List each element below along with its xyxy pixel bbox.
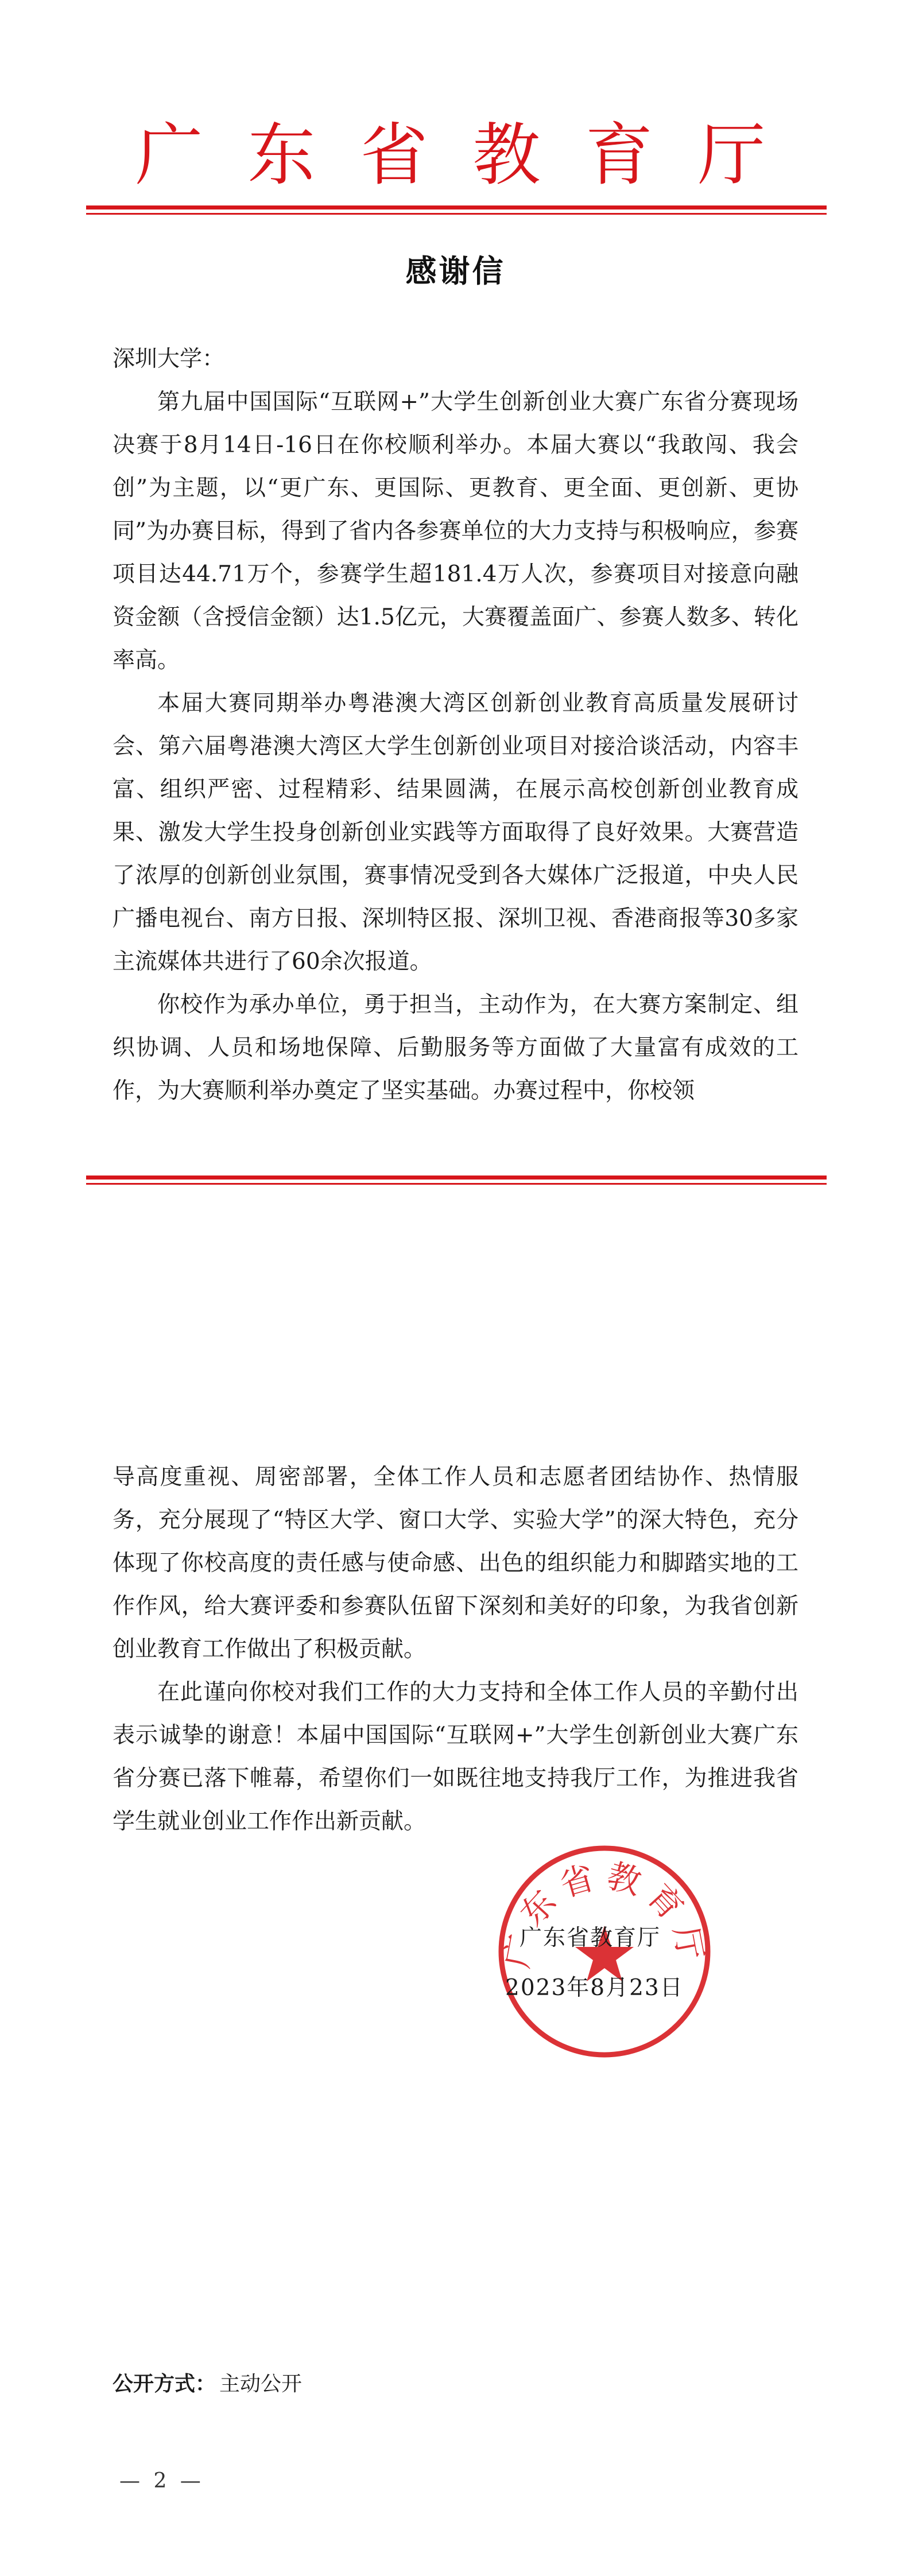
signature-date: 2023年8月23日 [505,1975,684,2001]
body-part-2 [113,1456,798,1843]
disclosure-line [113,2368,302,2397]
letterhead-rule-thick [86,205,827,210]
paragraph-3: 你校作为承办单位，勇于担当，主动作为，在大赛方案制定、组织协调、人员和场地保障、后勤服务等方面做了大量富有成效的工作，为大赛顺利举办奠定了坚实基础。办赛过程中，你校领 [113,992,798,1104]
page-break-rule-thick [86,1176,827,1180]
paragraph-2: 本届大赛同期举办粤港澳大湾区创新创业教育高质量发展研讨会、第六届粤港澳大湾区大学生创新创业项目对接洽谈活动，内容丰富、组织严密、过程精彩、结果圆满，在展示高校创新创业教育成果、激发大学生投身创新创业实践等方面取得了良好效果。大赛营造了浓厚的创新创业氛围，赛事情况受到各大媒体广泛报道，中央人民广播电视台、南方日报、深圳特区报、深圳卫视、香港商报等30多家主流媒体共进行了60余次报道。 [113,690,798,975]
page-break-rule-thin [86,1183,827,1185]
body-part-1 [113,381,798,1112]
paragraph-3-continued: 导高度重视、周密部署，全体工作人员和志愿者团结协作、热情服务，充分展现了“特区大学、窗口大学、实验大学”的深大特色，充分体现了你校高度的责任感与使命感、出色的组织能力和脚踏实地的工作作风，给大赛评委和参赛队伍留下深刻和美好的印象，为我省创新创业教育工作做出了积极贡献。 [113,1464,798,1662]
letterhead-title: 广东省教育厅 [135,115,811,195]
signature-organization: 广东省教育厅 [520,1925,661,1951]
salutation: 深圳大学： [113,346,225,372]
seal-text: 广东省教育厅 [497,1856,712,1972]
letterhead-rule-thin [86,213,827,215]
page-number: — 2 — [119,2469,204,2493]
paragraph-1: 第九届中国国际“互联网+”大学生创新创业大赛广东省分赛现场决赛于8月14日-16日在你校顺利举办。本届大赛以“我敢闯、我会创”为主题，以“更广东、更国际、更教育、更全面、更创新、更协同”为办赛目标，得到了省内各参赛单位的大力支持与积极响应，参赛项目达44.71万个，参赛学生超181.4万人次，参赛项目对接意向融资金额（含授信金额）达1.5亿元，大赛覆盖面广、参赛人数多、转化率高。 [113,389,798,673]
paragraph-4: 在此谨向你校对我们工作的大力支持和全体工作人员的辛勤付出表示诚挚的谢意！本届中国国际“互联网+”大学生创新创业大赛广东省分赛已落下帷幕，希望你们一如既往地支持我厅工作，为推进我省学生就业创业工作作出新贡献。 [113,1679,798,1834]
disclosure-value: 主动公开 [219,2372,303,2396]
disclosure-label: 公开方式： [113,2372,216,2396]
document-title: 感谢信 [405,253,506,289]
